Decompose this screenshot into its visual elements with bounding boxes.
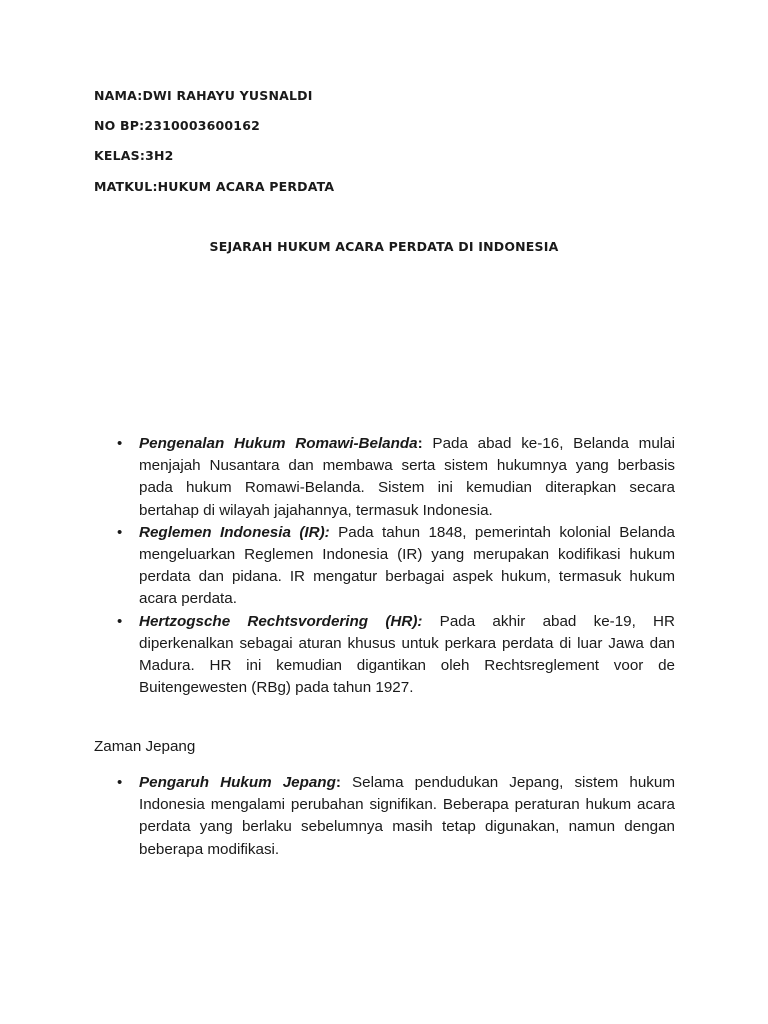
list-item — [117, 611, 675, 700]
bullet-icon: • — [117, 435, 123, 452]
section-heading: Zaman Jepang — [94, 738, 196, 755]
list-item-text: Selama pendudukan Jepang, sistem hukum Indonesia mengalami perubahan signifikan. Beberapa peraturan hukum acara perdata yang berlaku sebelumnya masih tetap digunakan, namun dengan beberapa modifikasi. — [139, 774, 675, 858]
list-item-text: Pada akhir abad ke-19, HR diperkenalkan sebagai aturan khusus untuk perkara perdata di luar Jawa dan Madura. HR ini kemudian digantikan oleh Rechtsreglement voor de Buitengewesten (RBg) pada tahun 1927. — [139, 612, 675, 697]
list-item-colon: : — [417, 435, 423, 452]
student-number: NO BP:2310003600162 — [94, 118, 260, 133]
list-item-colon: : — [335, 774, 341, 791]
list-item-term: Hertzogsche Rechtsvordering (HR): — [139, 612, 423, 630]
bullet-list-japanese-era — [117, 772, 675, 861]
bullet-icon: • — [117, 774, 123, 791]
list-item — [117, 522, 675, 611]
student-name: NAMA:DWI RAHAYU YUSNALDI — [94, 88, 313, 103]
list-item-term: Reglemen Indonesia (IR): — [139, 523, 330, 541]
list-item-text: Pada abad ke-16, Belanda mulai menjajah Nusantara dan membawa serta sistem hukumnya yang berbasis pada hukum Romawi-Belanda. Sistem ini kemudian diterapkan secara bertahap di wilayah jajahannya, termasuk Indonesia. — [139, 435, 675, 519]
course-name: MATKUL:HUKUM ACARA PERDATA — [94, 179, 335, 194]
document-title: SEJARAH HUKUM ACARA PERDATA DI INDONESIA — [209, 239, 559, 254]
list-item-text: Pada tahun 1848, pemerintah kolonial Belanda mengeluarkan Reglemen Indonesia (IR) yang merupakan kodifikasi hukum perdata dan pidana. IR mengatur berbagai aspek hukum, termasuk hukum acara perdata. — [139, 523, 675, 608]
list-item — [117, 433, 675, 522]
list-item-term: Pengaruh Hukum Jepang — [139, 774, 336, 791]
bullet-icon: • — [117, 523, 123, 541]
list-item — [117, 772, 675, 861]
bullet-list-dutch-era — [117, 433, 675, 699]
list-item-term: Pengenalan Hukum Romawi-Belanda — [139, 435, 418, 452]
bullet-icon: • — [117, 612, 123, 630]
student-class: KELAS:3H2 — [94, 148, 174, 163]
